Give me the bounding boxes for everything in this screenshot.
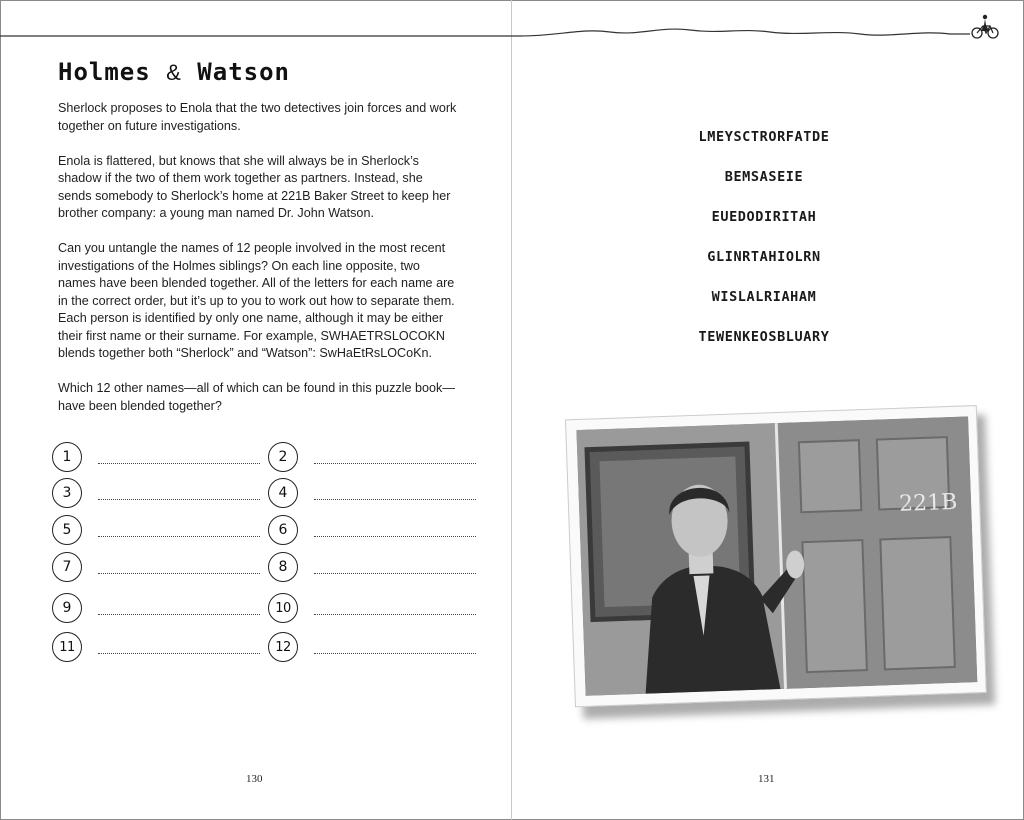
answer-line-4[interactable] xyxy=(314,499,476,500)
answer-row-6[interactable] xyxy=(268,515,476,545)
top-border-line xyxy=(0,0,1024,50)
answer-row-3[interactable] xyxy=(52,478,260,508)
door-number: 221B xyxy=(898,489,958,517)
intro-paragraph-2: Enola is flattered, but knows that she will always be in Sherlock’s shadow if the two of them work together as partners. Instead, she sends somebody to Sherlock’s home at 221B Baker Street to keep her brother company: a young man named Dr. John Watson. xyxy=(58,153,451,220)
answer-number-9: 9 xyxy=(52,593,82,623)
answer-line-5[interactable] xyxy=(98,536,260,537)
photo-print xyxy=(565,405,995,715)
answer-row-4[interactable] xyxy=(268,478,476,508)
answer-number-8: 8 xyxy=(268,552,298,582)
bicycle-rider-icon xyxy=(970,14,1000,40)
answer-grid xyxy=(50,440,480,670)
answer-number-6: 6 xyxy=(268,515,298,545)
answer-line-11[interactable] xyxy=(98,653,260,654)
answer-line-12[interactable] xyxy=(314,653,476,654)
answer-number-10: 10 xyxy=(268,593,298,623)
answer-line-3[interactable] xyxy=(98,499,260,500)
page-number-right: 131 xyxy=(758,773,775,785)
answer-number-5: 5 xyxy=(52,515,82,545)
answer-line-9[interactable] xyxy=(98,614,260,615)
blended-word-2: BEMSASEIE xyxy=(724,169,804,185)
blended-word-4: GLINRTAHIOLRN xyxy=(707,249,821,265)
answer-number-2: 2 xyxy=(268,442,298,472)
book-spine xyxy=(511,0,512,820)
page-title xyxy=(58,58,290,86)
answer-number-11: 11 xyxy=(52,632,82,662)
answer-line-2[interactable] xyxy=(314,463,476,464)
answer-row-1[interactable] xyxy=(52,442,260,472)
intro-paragraph-1: Sherlock proposes to Enola that the two detectives join forces and work together on future investigations. xyxy=(58,101,457,133)
photo-card xyxy=(565,405,987,707)
answer-number-12: 12 xyxy=(268,632,298,662)
intro-paragraph-4: Which 12 other names—all of which can be found in this puzzle book—have been blended together? xyxy=(58,381,455,413)
answer-row-11[interactable] xyxy=(52,632,260,662)
blended-word-3: EUEDODIRITAH xyxy=(711,209,817,225)
intro-paragraph-3: Can you untangle the names of 12 people involved in the most recent investigations of the Holmes siblings? On each line opposite, two names have been blended together. All of the letters for each name are in the correct order, but it’s up to you to work out how to separate them. Each person is identified by only one name, although it may be either their first name or their surname. For example, SWHAETRSLOCOKN blends together both “Sherlock” and “Watson”: SwHaEtRsLOCoKn. xyxy=(58,241,455,360)
blended-words-list xyxy=(640,128,888,368)
answer-line-8[interactable] xyxy=(314,573,476,574)
intro-text xyxy=(58,100,458,433)
answer-row-2[interactable] xyxy=(268,442,476,472)
answer-line-6[interactable] xyxy=(314,536,476,537)
answer-number-3: 3 xyxy=(52,478,82,508)
blended-word-6: TEWENKEOSBLUARY xyxy=(698,329,830,345)
answer-row-7[interactable] xyxy=(52,552,260,582)
title-part-holmes: Holmes xyxy=(58,58,151,86)
answer-number-4: 4 xyxy=(268,478,298,508)
answer-row-5[interactable] xyxy=(52,515,260,545)
answer-line-10[interactable] xyxy=(314,614,476,615)
title-ampersand: & xyxy=(166,60,182,85)
answer-line-7[interactable] xyxy=(98,573,260,574)
blended-word-1: LMEYSCTRORFATDE xyxy=(698,129,830,145)
watson-at-door-photo xyxy=(576,416,977,696)
page-number-left: 130 xyxy=(246,773,263,785)
answer-number-1: 1 xyxy=(52,442,82,472)
title-part-watson: Watson xyxy=(197,58,290,86)
answer-number-7: 7 xyxy=(52,552,82,582)
answer-line-1[interactable] xyxy=(98,463,260,464)
blended-word-5: WISLALRIAHAM xyxy=(711,289,817,305)
answer-row-12[interactable] xyxy=(268,632,476,662)
answer-row-8[interactable] xyxy=(268,552,476,582)
answer-row-9[interactable] xyxy=(52,593,260,623)
answer-row-10[interactable] xyxy=(268,593,476,623)
